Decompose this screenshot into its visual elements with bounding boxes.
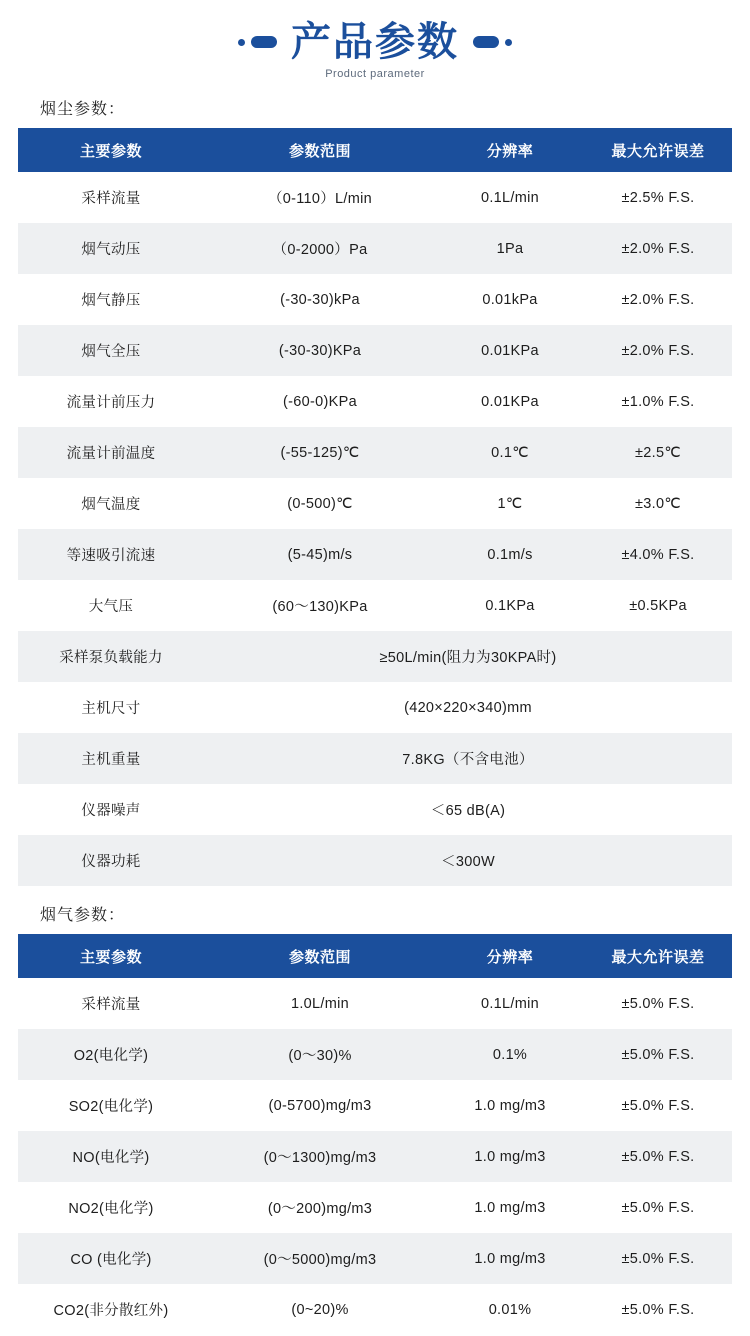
cell-error: ±5.0% F.S. [621, 995, 695, 1012]
table-row [18, 1233, 732, 1284]
table-row [18, 733, 732, 784]
page-header [0, 0, 750, 80]
decoration-dot-icon [505, 39, 512, 46]
cell-resolution: 0.1m/s [487, 546, 533, 563]
cell-range: (420×220×340)mm [404, 699, 532, 716]
table-header-row [18, 934, 732, 978]
cell-name: CO2(非分散红外) [53, 1303, 169, 1319]
cell-name: NO2(电化学) [68, 1201, 154, 1217]
cell-resolution: 1.0 mg/m3 [474, 1148, 546, 1165]
decoration-pill-icon [251, 36, 277, 48]
cell-error: ±5.0% F.S. [621, 1301, 695, 1318]
cell-resolution: 0.01KPa [481, 393, 539, 410]
cell-range: ＜65 dB(A) [430, 803, 506, 819]
table-row [18, 172, 732, 223]
cell-resolution: 0.1KPa [485, 597, 535, 614]
cell-error: ±5.0% F.S. [621, 1046, 695, 1063]
cell-resolution: 0.01KPa [481, 342, 539, 359]
flue-gas-parameter-table [18, 934, 732, 1335]
gas-table-head [18, 934, 732, 978]
table-row [18, 1029, 732, 1080]
cell-resolution: 0.1L/min [480, 995, 539, 1012]
cell-name: 流量计前温度 [66, 446, 156, 462]
left-decoration [238, 36, 277, 48]
dust-parameter-section [0, 96, 750, 886]
table-row [18, 784, 732, 835]
title-row [0, 19, 750, 65]
column-header-resolution: 分辨率 [436, 128, 584, 172]
cell-range: 1.0L/min [290, 995, 349, 1012]
cell-name: NO(电化学) [72, 1150, 150, 1166]
table-row [18, 223, 732, 274]
cell-name: 烟气全压 [81, 344, 141, 360]
decoration-pill-icon [473, 36, 499, 48]
cell-name: 烟气动压 [81, 242, 141, 258]
cell-resolution: 1℃ [497, 495, 523, 512]
cell-error: ±2.0% F.S. [621, 291, 695, 308]
gas-table-body [18, 978, 732, 1335]
cell-error: ±2.5% F.S. [621, 189, 695, 206]
cell-range: (0-5700)mg/m3 [268, 1097, 372, 1114]
cell-range: (5-45)m/s [287, 546, 353, 563]
dust-parameter-table [18, 128, 732, 886]
cell-name: O2(电化学) [73, 1048, 149, 1064]
cell-range: (0～30)% [288, 1048, 352, 1064]
column-header-error: 最大允许误差 [584, 128, 732, 172]
cell-error: ±4.0% F.S. [621, 546, 695, 563]
cell-name: 仪器功耗 [81, 854, 141, 870]
cell-resolution: 1Pa [496, 240, 524, 257]
table-row [18, 478, 732, 529]
cell-name: 等速吸引流速 [66, 548, 156, 564]
cell-error: ±0.5KPa [629, 597, 687, 614]
table-row [18, 580, 732, 631]
table-row [18, 1284, 732, 1335]
table-row [18, 376, 732, 427]
cell-error: ±2.0% F.S. [621, 342, 695, 359]
table-row [18, 682, 732, 733]
cell-resolution: 0.1L/min [480, 189, 539, 206]
cell-resolution: 1.0 mg/m3 [474, 1199, 546, 1216]
cell-range: (-55-125)℃ [280, 444, 360, 461]
cell-name: SO2(电化学) [68, 1099, 154, 1115]
cell-name: 采样泵负载能力 [59, 650, 163, 666]
dust-table-head [18, 128, 732, 172]
cell-error: ±5.0% F.S. [621, 1097, 695, 1114]
cell-range: (0～200)mg/m3 [267, 1201, 373, 1217]
cell-error: ±2.0% F.S. [621, 240, 695, 257]
right-decoration [473, 36, 512, 48]
cell-name: 流量计前压力 [66, 395, 156, 411]
table-row [18, 529, 732, 580]
cell-range: (0-500)℃ [287, 495, 353, 512]
cell-name: CO (电化学) [70, 1252, 152, 1268]
cell-error: ±3.0℃ [635, 495, 681, 512]
cell-resolution: 0.1% [492, 1046, 528, 1063]
cell-range: （0-2000）Pa [272, 242, 368, 258]
cell-error: ±5.0% F.S. [621, 1199, 695, 1216]
table-row [18, 631, 732, 682]
cell-resolution: 0.01kPa [482, 291, 538, 308]
cell-name: 仪器噪声 [81, 803, 141, 819]
cell-name: 烟气静压 [81, 293, 141, 309]
cell-range: (-30-30)kPa [280, 291, 360, 308]
cell-range: (-30-30)KPa [278, 342, 362, 359]
table-row [18, 1131, 732, 1182]
cell-resolution: 0.1℃ [491, 444, 529, 461]
table-header-row [18, 128, 732, 172]
cell-name: 大气压 [88, 599, 134, 615]
cell-error: ±1.0% F.S. [621, 393, 695, 410]
cell-error: ±5.0% F.S. [621, 1250, 695, 1267]
cell-range: ≥50L/min(阻力为30KPA时) [379, 650, 557, 666]
cell-name: 主机重量 [81, 752, 141, 768]
table-row [18, 1182, 732, 1233]
cell-error: ±2.5℃ [635, 444, 681, 461]
dust-section-label: 烟尘参数： [40, 101, 126, 118]
column-header-error: 最大允许误差 [584, 934, 732, 978]
table-row [18, 1080, 732, 1131]
column-header-name: 主要参数 [18, 128, 204, 172]
cell-range: (-60-0)KPa [283, 393, 357, 410]
column-header-range: 参数范围 [204, 128, 436, 172]
table-row [18, 274, 732, 325]
table-row [18, 325, 732, 376]
column-header-name: 主要参数 [18, 934, 204, 978]
cell-name: 主机尺寸 [81, 701, 141, 717]
cell-error: ±5.0% F.S. [621, 1148, 695, 1165]
cell-range: (0～5000)mg/m3 [263, 1252, 377, 1268]
cell-name: 采样流量 [81, 191, 141, 207]
cell-range: (0～1300)mg/m3 [263, 1150, 377, 1166]
table-row [18, 427, 732, 478]
table-row [18, 835, 732, 886]
decoration-dot-icon [238, 39, 245, 46]
cell-range: (60～130)KPa [272, 599, 368, 615]
cell-resolution: 1.0 mg/m3 [474, 1097, 546, 1114]
column-header-resolution: 分辨率 [436, 934, 584, 978]
column-header-range: 参数范围 [204, 934, 436, 978]
table-row [18, 978, 732, 1029]
cell-resolution: 1.0 mg/m3 [474, 1250, 546, 1267]
cell-range: (0~20)% [291, 1301, 349, 1318]
dust-table-body [18, 172, 732, 886]
page-title: 产品参数 [291, 19, 459, 65]
cell-resolution: 0.01% [488, 1301, 532, 1318]
cell-range: 7.8KG（不含电池） [402, 752, 534, 768]
cell-range: ＜300W [441, 854, 495, 870]
cell-range: （0-110）L/min [267, 191, 373, 207]
cell-name: 烟气温度 [81, 497, 141, 513]
page-subtitle: Product parameter [325, 68, 425, 80]
cell-name: 采样流量 [81, 997, 141, 1013]
gas-section-label: 烟气参数： [40, 907, 126, 924]
flue-gas-parameter-section [0, 902, 750, 1335]
